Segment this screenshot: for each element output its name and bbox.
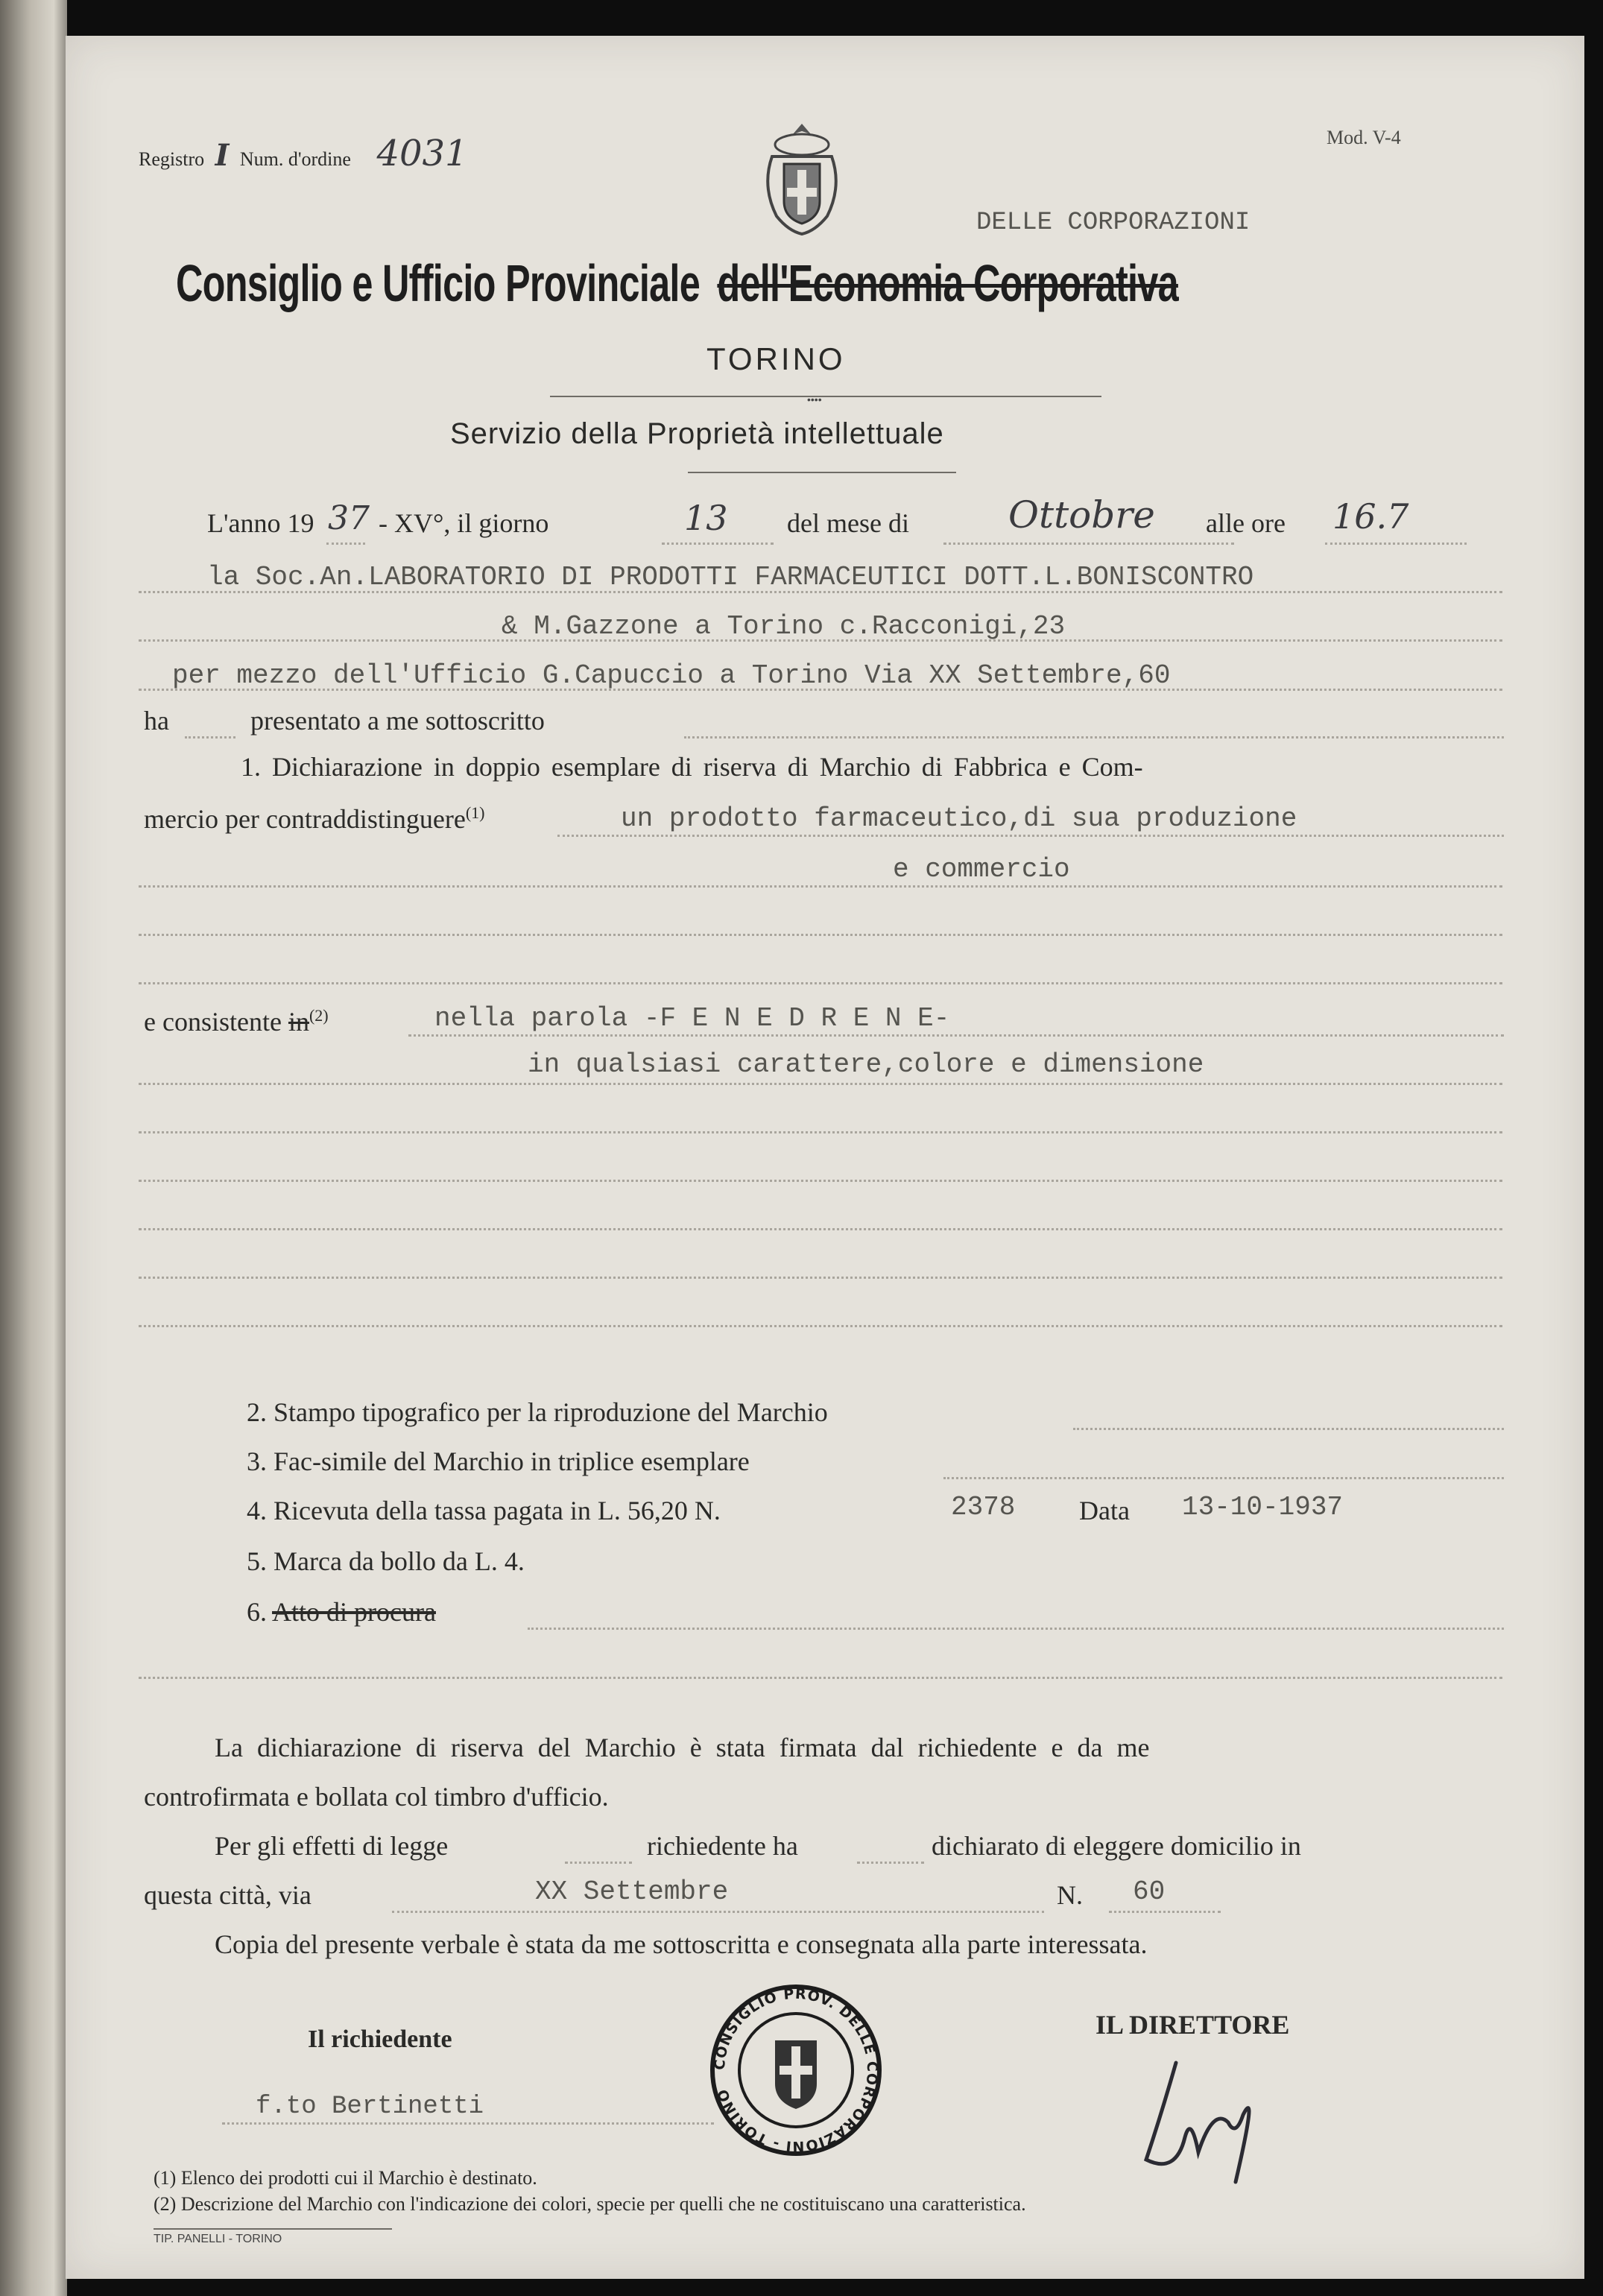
- contraddistinguere-label: mercio per contraddistinguere: [144, 804, 466, 834]
- divider-bottom: [688, 472, 956, 473]
- title-main: Consiglio e Ufficio Provinciale: [176, 254, 701, 312]
- num-ordine-label: Num. d'ordine: [239, 148, 351, 170]
- ore-value: 16.7: [1332, 496, 1409, 537]
- registro-field: [139, 133, 468, 174]
- document-page: [66, 36, 1584, 2279]
- director-signature-icon: [1131, 2048, 1340, 2189]
- n-value: 60: [1133, 1876, 1166, 1907]
- ore-label: alle ore: [1206, 508, 1286, 538]
- closing-para1-line1: La dichiarazione di riserva del Marchio è stata firmata dal richiedente e da me: [215, 1733, 1150, 1762]
- num-ordine-value: 4031: [376, 133, 468, 174]
- ha-label: ha: [144, 706, 169, 736]
- agent-line: per mezzo dell'Ufficio G.Capuccio a Torino Via XX Settembre,60: [172, 660, 1171, 691]
- presentato-text: presentato a me sottoscritto: [250, 706, 545, 736]
- richiedente-label: Il richiedente: [308, 2025, 452, 2053]
- book-spine: [0, 0, 67, 2296]
- item-4-number: 2378: [951, 1492, 1016, 1522]
- title-struck: dell'Economia Corporativa: [717, 254, 1178, 312]
- consistente-struck: in: [288, 1007, 309, 1037]
- anno-value: 37: [328, 499, 370, 537]
- via-value: XX Settembre: [535, 1876, 729, 1907]
- mese-label: del mese di: [787, 508, 909, 538]
- model-code: Mod. V-4: [1327, 127, 1401, 148]
- closing-para2-a: Per gli effetti di legge: [215, 1831, 449, 1861]
- city-heading: TORINO: [706, 341, 846, 376]
- item1-line1: 1. Dichiarazione in doppio esemplare di riserva di Marchio di Fabbrica e Com-: [241, 752, 1143, 782]
- item-6-struck: Atto di procura: [272, 1597, 436, 1627]
- service-heading: Servizio della Proprietà intellettuale: [450, 417, 944, 450]
- direttore-label: IL DIRETTORE: [1095, 2010, 1290, 2040]
- product-line-2: e commercio: [893, 854, 1070, 885]
- applicant-line-1: la Soc.An.LABORATORIO DI PRODOTTI FARMACEUTICI DOTT.L.BONISCONTRO: [207, 562, 1254, 592]
- era-label: - XV°, il giorno: [379, 508, 549, 538]
- footnote-1: (1) Elenco dei prodotti cui il Marchio è destinato.: [154, 2167, 537, 2189]
- note-ref-2: (2): [309, 1006, 329, 1025]
- applicant-line-2: & M.Gazzone a Torino c.Racconigi,23: [502, 611, 1066, 642]
- printer-imprint: TIP. PANELLI - TORINO: [154, 2233, 282, 2245]
- closing-para2-via-label: questa città, via: [144, 1880, 312, 1910]
- item-2: 2. Stampo tipografico per la riproduzione del Marchio: [247, 1397, 828, 1427]
- page-title: [176, 253, 1517, 335]
- footnote-2: (2) Descrizione del Marchio con l'indicazione dei colori, specie per quelli che ne costituiscano una caratteristica.: [154, 2193, 1026, 2215]
- registro-value: I: [215, 138, 230, 173]
- seal-text: CONSIGLIO PROV. DELLE CORPORAZIONI - TORINO: [711, 1985, 881, 2155]
- item-4-date: 13-10-1937: [1182, 1492, 1344, 1522]
- consistente-label: [144, 1006, 329, 1037]
- mark-line-2: in qualsiasi carattere,colore e dimensione: [528, 1049, 1204, 1080]
- mark-line-1: nella parola -F E N E D R E N E-: [434, 1003, 950, 1034]
- note-ref-1: (1): [465, 803, 485, 822]
- item-5: 5. Marca da bollo da L. 4.: [247, 1546, 525, 1576]
- item-4-data-label: Data: [1079, 1496, 1130, 1525]
- item-6: [247, 1596, 436, 1628]
- closing-para1-line2: controfirmata e bollata col timbro d'ufficio.: [144, 1782, 609, 1812]
- item-4-label: 4. Ricevuta della tassa pagata in L. 56,20 N.: [247, 1496, 721, 1525]
- closing-para2-b: richiedente ha: [647, 1831, 798, 1861]
- closing-para2-c: dichiarato di eleggere domicilio in: [932, 1831, 1301, 1861]
- mese-value: Ottobre: [1008, 493, 1155, 537]
- n-label: N.: [1057, 1880, 1083, 1910]
- coat-of-arms-icon: [750, 119, 854, 238]
- closing-para3: Copia del presente verbale è stata da me sottoscritta e consegnata alla parte interessata.: [215, 1929, 1148, 1959]
- title-line: [176, 253, 1178, 313]
- stamp-correction: DELLE CORPORAZIONI: [976, 209, 1251, 237]
- item-3: 3. Fac-simile del Marchio in triplice esemplare: [247, 1446, 750, 1476]
- anno-label: L'anno 19: [207, 508, 314, 538]
- product-line-1: un prodotto farmaceutico,di sua produzione: [621, 803, 1297, 834]
- consistente-text: e consistente: [144, 1007, 282, 1037]
- giorno-value: 13: [684, 498, 728, 538]
- divider-top: [550, 396, 1101, 397]
- item-6-number: 6.: [247, 1597, 267, 1627]
- printer-divider: [154, 2228, 392, 2230]
- ornament: ••••: [807, 393, 822, 405]
- richiedente-value: f.to Bertinetti: [256, 2093, 484, 2121]
- registro-label: Registro: [139, 148, 205, 170]
- item1-line2-prefix: [144, 803, 484, 835]
- official-seal-icon: [706, 1981, 885, 2160]
